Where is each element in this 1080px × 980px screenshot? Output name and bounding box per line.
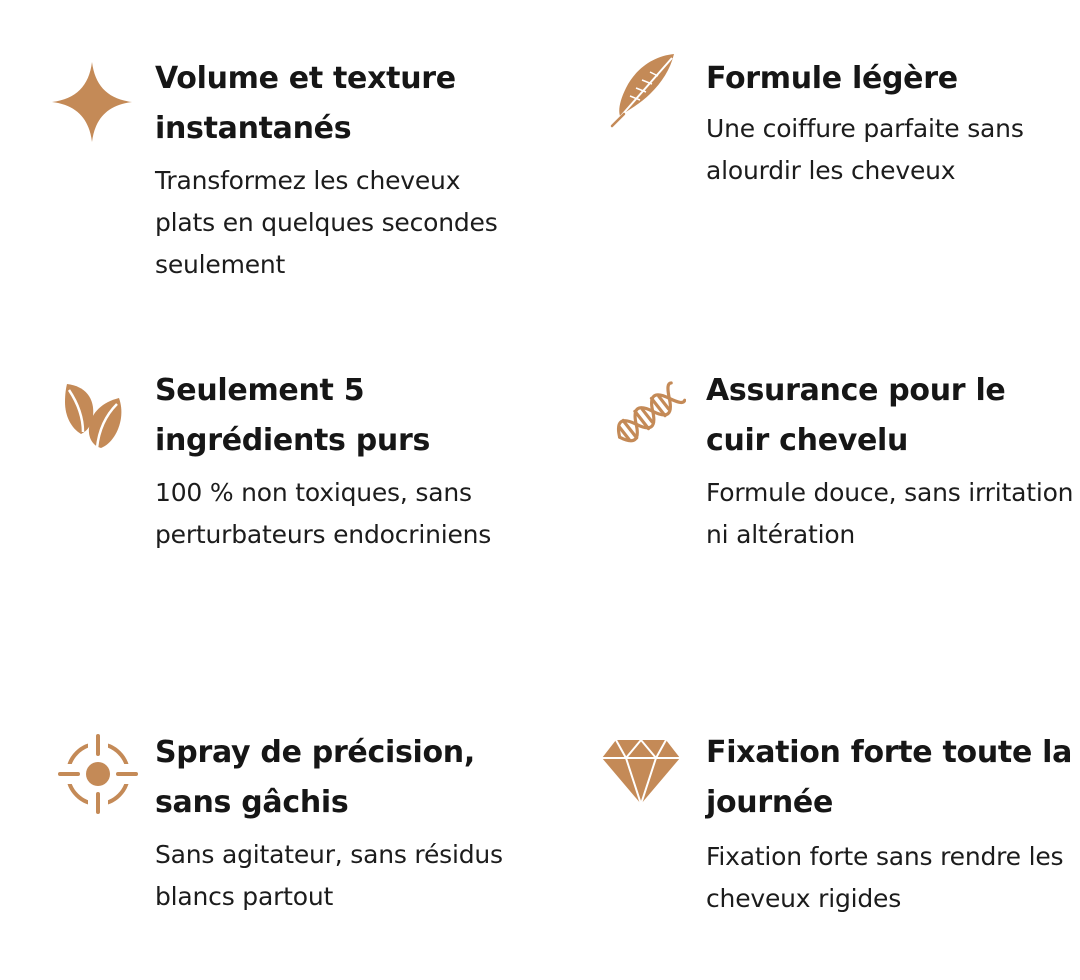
feature-title: Formule légère	[706, 61, 958, 96]
diamond-icon	[600, 738, 682, 806]
feature-title: Volume et texture instantanés	[155, 61, 456, 146]
feature-description: Transformez les cheveux plats en quelques secondes seulement	[155, 166, 498, 279]
feature-title: Assurance pour le cuir chevelu	[706, 373, 1006, 458]
feature-title: Spray de précision, sans gâchis	[155, 735, 475, 820]
feature-description: 100 % non toxiques, sans perturbateurs endocriniens	[155, 478, 492, 549]
feature-description: Sans agitateur, sans résidus blancs partout	[155, 840, 503, 911]
feather-icon	[610, 52, 680, 128]
feature-title: Seulement 5 ingrédients purs	[155, 373, 431, 458]
feature-title: Fixation forte toute la journée	[706, 735, 1073, 820]
feature-description: Une coiffure parfaite sans alourdir les cheveux	[706, 114, 1024, 185]
target-icon	[58, 734, 138, 814]
leaves-icon	[63, 382, 123, 450]
feature-description: Fixation forte sans rendre les cheveux rigides	[706, 842, 1064, 913]
dna-icon	[610, 378, 686, 452]
feature-description: Formule douce, sans irritation ni altération	[706, 478, 1074, 549]
sparkle-icon	[52, 62, 132, 142]
